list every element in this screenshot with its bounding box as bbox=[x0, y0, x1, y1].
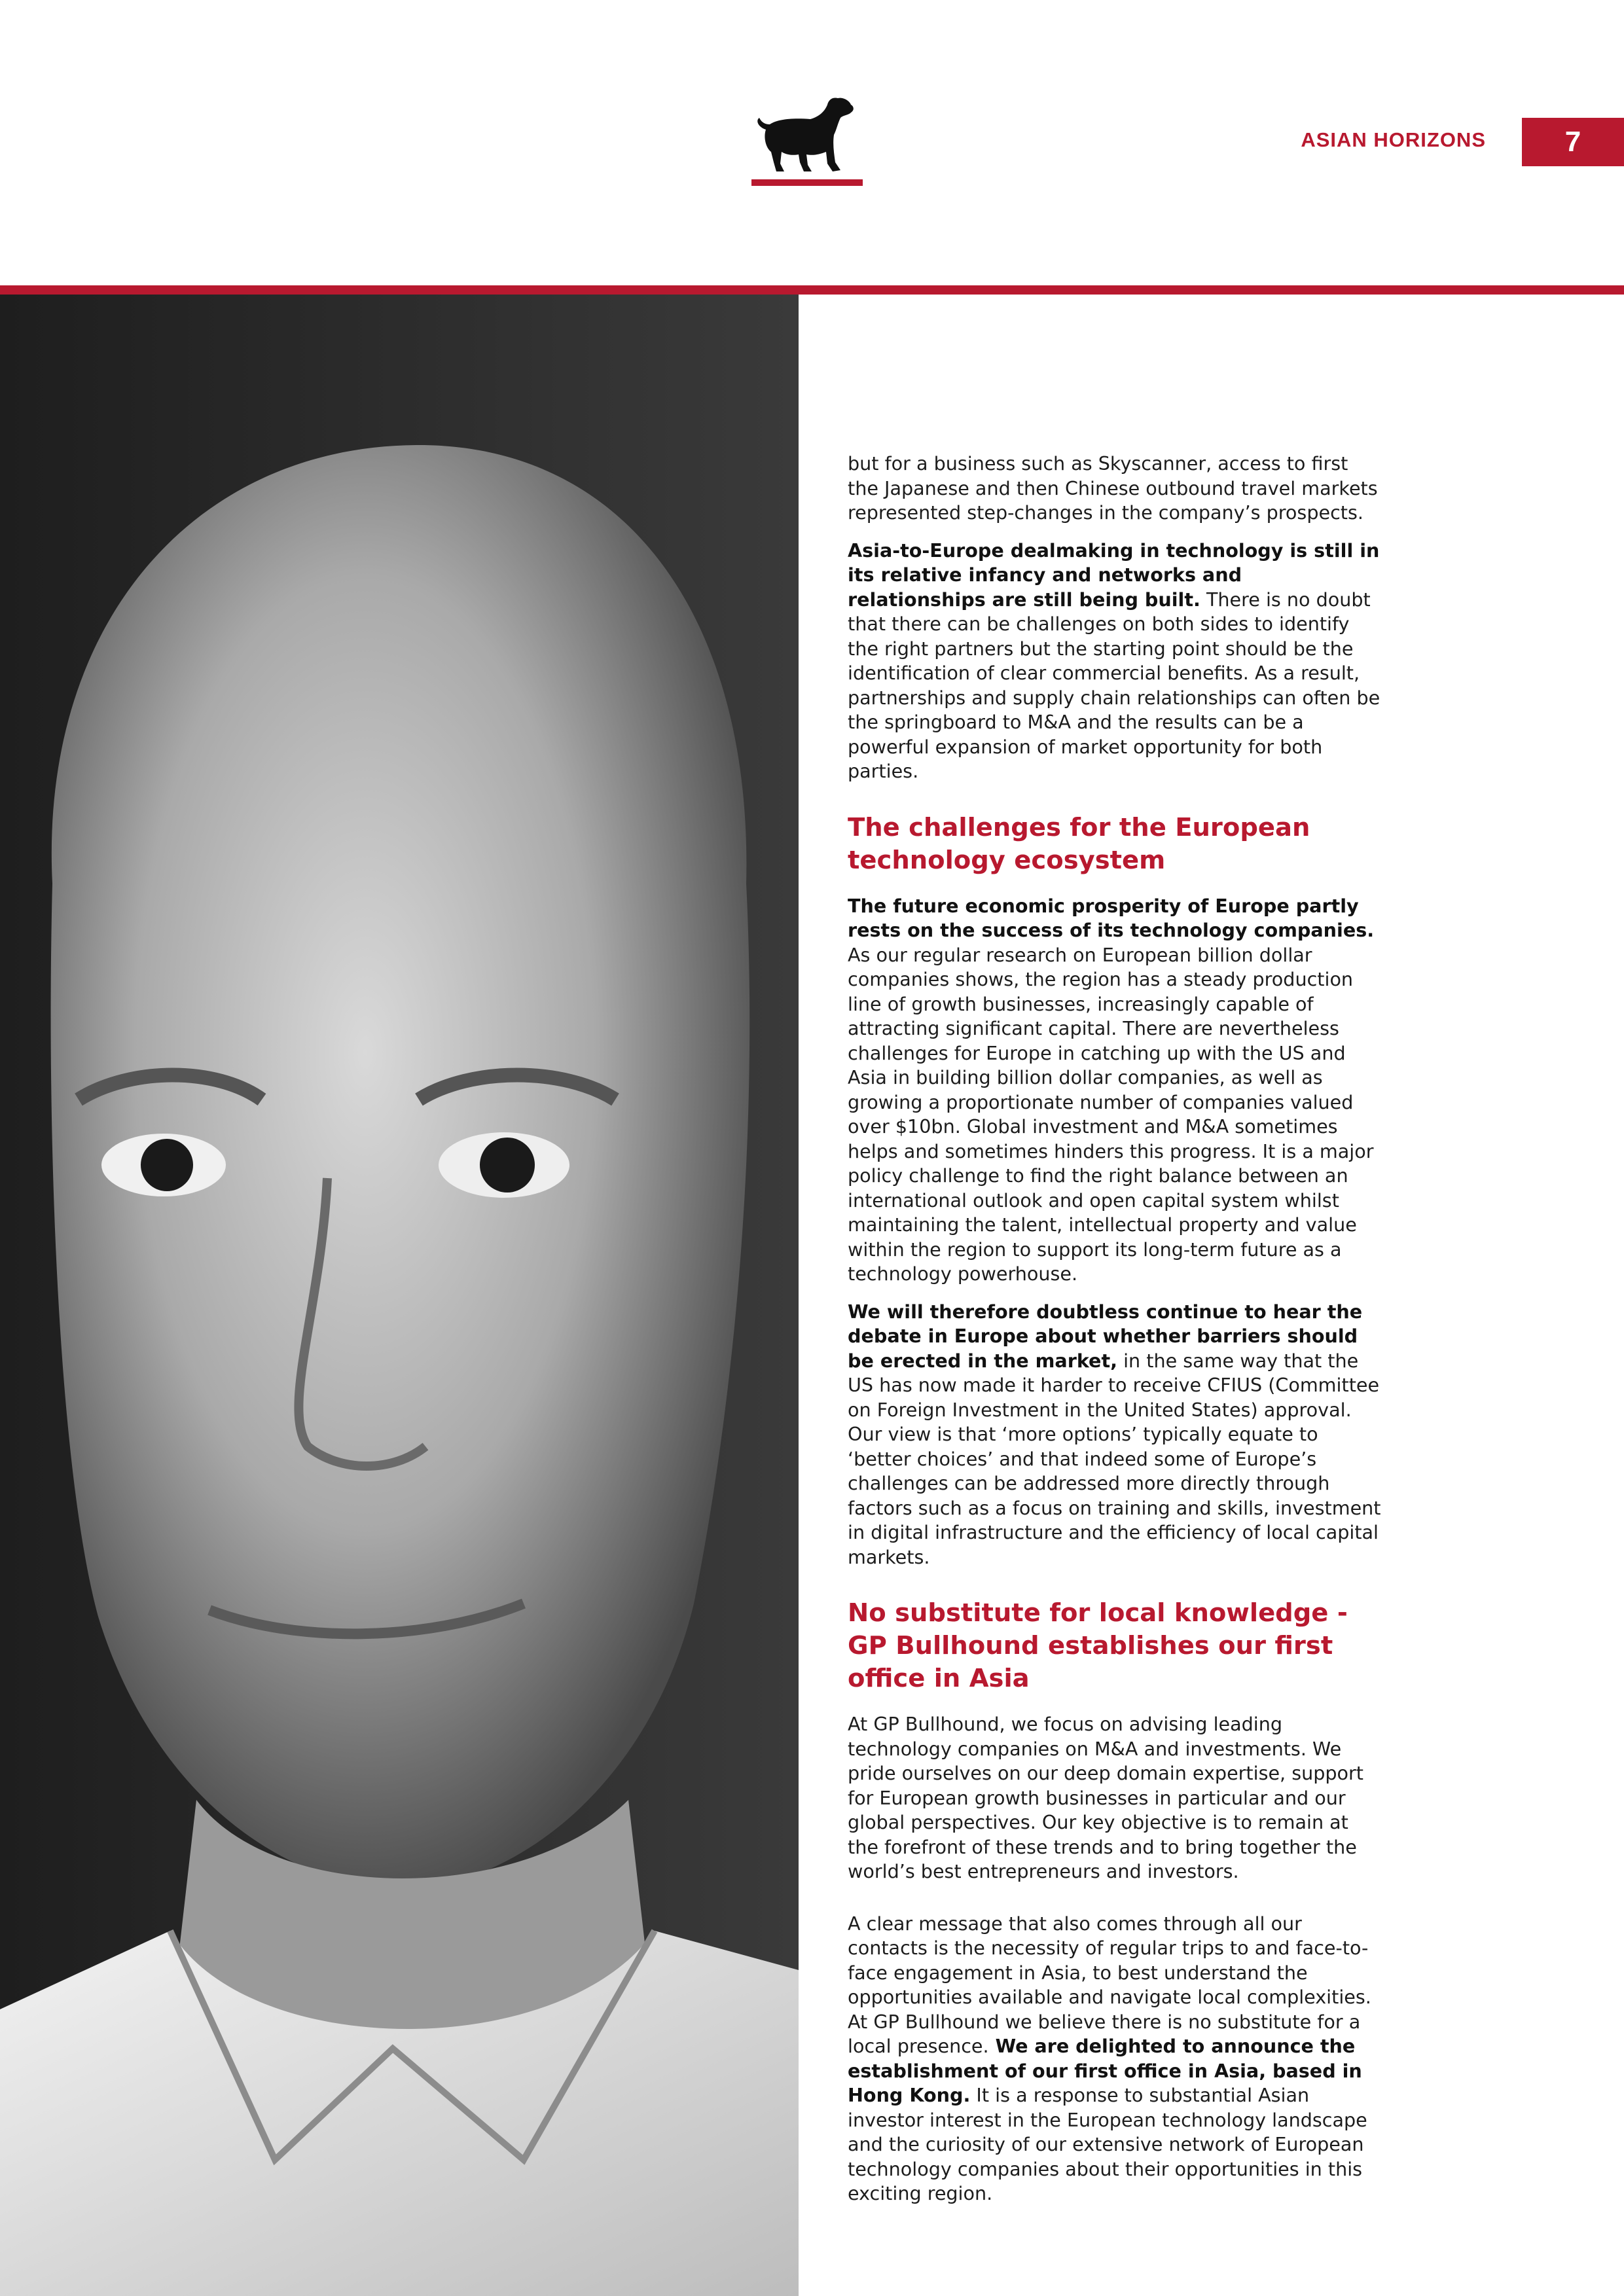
heading-local-knowledge: No substitute for local knowledge - GP Bullhound establishes our first office in Asia bbox=[848, 1598, 1348, 1693]
paragraph-barriers-debate-text: in the same way that the US has now made it harder to receive CFIUS (Committee on Foreign Investment in the United States) approval. Our view is that ‘more options’ typically equate to ‘better choices’ and that indeed some of Europe’s challenges can be addressed more directly through factors such as a focus on training and skills, investment in digital infrastructure and the efficiency of local capital markets. bbox=[848, 1349, 1381, 1568]
paragraph-intro: but for a business such as Skyscanner, access to first the Japanese and then Chinese outbound travel markets represented step-changes in the company’s prospects. bbox=[848, 452, 1378, 524]
article-body bbox=[848, 452, 1381, 2219]
heading-european-challenges: The challenges for the European technology ecosystem bbox=[848, 812, 1310, 875]
paragraph-dealmaking-lead: Asia-to-Europe dealmaking in technology is still in its relative infancy and networks and relationships are still being built. bbox=[848, 539, 1380, 611]
paragraph-barriers-debate bbox=[848, 1300, 1381, 1570]
paragraph-asia-office-lead: We are delighted to announce the establishment of our first office in Asia, based in Hong Kong. bbox=[848, 2035, 1362, 2106]
page-number: 7 bbox=[1522, 118, 1624, 166]
paragraph-economic-prosperity-text: As our regular research on European billion dollar companies shows, the region has a steady production line of growth businesses, increasingly capable of attracting significant capital. There are nevertheless challenges for Europe in catching up with the US and Asia in building billion dollar companies, as well as growing a proportionate number of companies valued over $10bn. Global investment and M&A sometimes helps and sometimes hinders this progress. It is a major policy challenge to find the right balance between an international outlook and open capital system whilst maintaining the talent, intellectual property and value within the region to support its long-term future as a technology powerhouse. bbox=[848, 943, 1374, 1285]
paragraph-barriers-debate-lead: We will therefore doubtless continue to hear the debate in Europe about whether barriers should be erected in the market, bbox=[848, 1300, 1363, 1372]
bulldog-logo-icon bbox=[751, 92, 863, 190]
paragraph-economic-prosperity bbox=[848, 894, 1381, 1287]
paragraph-dealmaking bbox=[848, 539, 1381, 784]
paragraph-asia-office-text-b: It is a response to substantial Asian investor interest in the European technology landscape and the curiosity of our extensive network of European technology companies about their opportunities in this exciting region. bbox=[848, 2084, 1367, 2204]
paragraph-about-gp-bullhound: At GP Bullhound, we focus on advising leading technology companies on M&A and investments. We pride ourselves on our deep domain expertise, support for European growth businesses in particular and our global perspectives. Our key objective is to remain at the forefront of these trends and to bring together the world’s best entrepreneurs and investors. bbox=[848, 1713, 1364, 1882]
header-divider bbox=[0, 285, 1624, 295]
section-label: ASIAN HORIZONS bbox=[1301, 128, 1486, 151]
paragraph-economic-prosperity-lead: The future economic prosperity of Europe partly rests on the success of its technology companies. bbox=[848, 894, 1375, 941]
paragraph-asia-office bbox=[848, 1912, 1381, 2206]
portrait-photo bbox=[0, 295, 799, 2296]
paragraph-dealmaking-text: There is no doubt that there can be challenges on both sides to identify the right partners but the starting point should be the identification of clear commercial benefits. As a result, partnerships and supply chain relationships can often be the springboard to M&A and the results can be a powerful expansion of market opportunity for both parties. bbox=[848, 588, 1380, 782]
paragraph-asia-office-text-a: A clear message that also comes through all our contacts is the necessity of regular trips to and face-to-face engagement in Asia, to best understand the opportunities available and navigate local complexities. At GP Bullhound we believe there is no substitute for a local presence. bbox=[848, 1912, 1371, 2057]
